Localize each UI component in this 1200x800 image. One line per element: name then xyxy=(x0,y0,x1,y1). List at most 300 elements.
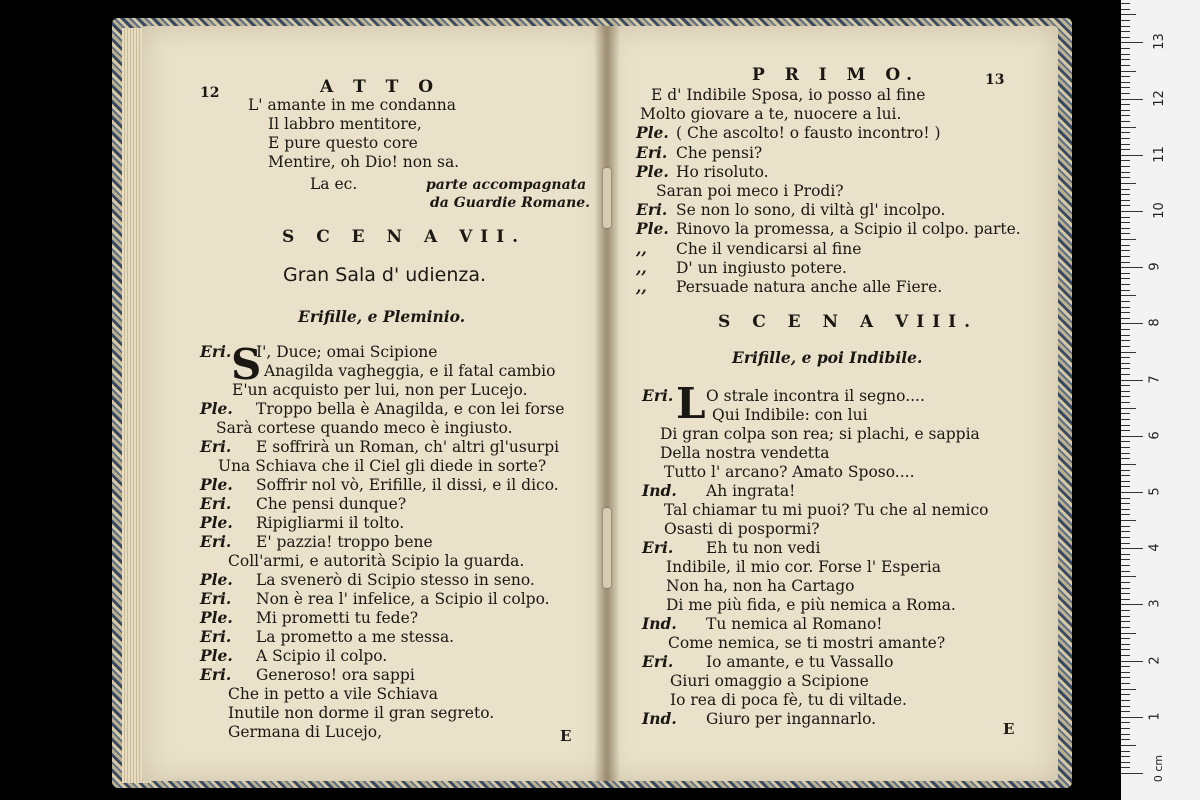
ruler-tick xyxy=(1121,160,1130,161)
ruler-tick xyxy=(1121,492,1143,493)
ruler-tick xyxy=(1121,20,1130,21)
ruler-tick xyxy=(1121,340,1130,341)
ruler-tick xyxy=(1121,739,1130,740)
dialogue-text: Ho risoluto. xyxy=(676,162,769,181)
ruler-tick xyxy=(1121,408,1136,409)
dialogue-text: Io rea di poca fè, tu di viltade. xyxy=(670,691,907,709)
scene-characters: Erifille, e Pleminio. xyxy=(298,307,466,326)
dialogue-text: Che pensi dunque? xyxy=(256,495,407,513)
ruler-tick xyxy=(1121,419,1130,420)
running-header: P R I M O. xyxy=(752,65,920,85)
speaker-label: Eri. xyxy=(642,652,674,671)
speaker-label: Ple. xyxy=(636,161,669,181)
binding-thread xyxy=(603,168,611,228)
dialogue-line xyxy=(664,463,915,482)
ruler-tick xyxy=(1121,115,1130,116)
dialogue-line xyxy=(636,144,762,163)
speaker-label: Ple. xyxy=(200,513,233,532)
ruler-tick xyxy=(1121,751,1130,752)
dialogue-line xyxy=(660,444,829,463)
dialogue-text: Inutile non dorme il gran segreto. xyxy=(228,704,495,722)
ruler-tick xyxy=(1121,71,1136,72)
aria-line: L' amante in me condanna xyxy=(248,96,457,114)
dialogue-line xyxy=(642,539,820,558)
speaker-label: Ple. xyxy=(636,219,669,239)
dialogue-text: Indibile, il mio cor. Forse l' Esperia xyxy=(666,558,941,576)
ruler-tick xyxy=(1121,694,1130,695)
da-capo: La ec. xyxy=(310,175,358,193)
dialogue-text: Germana di Lucejo, xyxy=(228,723,383,741)
ruler-tick xyxy=(1121,110,1130,111)
ruler-tick xyxy=(1121,402,1130,403)
ruler-tick xyxy=(1121,104,1130,105)
ruler-tick xyxy=(1121,666,1130,667)
ruler-tick xyxy=(1121,756,1130,757)
ruler-tick xyxy=(1121,475,1130,476)
dialogue-line xyxy=(200,438,559,457)
dialogue-text: Rinovo la promessa, a Scipio il colpo. parte. xyxy=(676,220,1021,239)
ruler-tick xyxy=(1121,655,1130,656)
dialogue-text: D' un ingiusto potere. xyxy=(676,258,847,277)
dialogue-line xyxy=(218,457,546,476)
dialogue-line xyxy=(668,634,945,653)
ruler-tick xyxy=(1121,149,1130,150)
ruler-tick xyxy=(1121,233,1130,234)
ruler-tick xyxy=(1121,649,1130,650)
ruler-tick xyxy=(1121,312,1130,313)
dialogue-text: Generoso! ora sappi xyxy=(256,666,415,684)
ruler-tick xyxy=(1121,672,1130,673)
ruler-tick xyxy=(1121,87,1130,88)
dialogue-text: E soffrirà un Roman, ch' altri gl'usurpi xyxy=(256,438,560,456)
dialogue-line xyxy=(642,710,876,729)
ruler-tick xyxy=(1121,391,1130,392)
ruler-tick xyxy=(1121,689,1136,690)
ruler-number: 13 xyxy=(1151,33,1167,51)
dialogue-line xyxy=(636,201,945,220)
dialogue-line xyxy=(636,278,942,297)
ruler-tick xyxy=(1121,250,1130,251)
ruler-tick xyxy=(1121,284,1130,285)
ruler-tick xyxy=(1121,722,1130,723)
ruler-tick xyxy=(1121,267,1143,268)
speaker-label: Eri. xyxy=(200,589,232,608)
dialogue-text: Molto giovare a te, nuocere a lui. xyxy=(640,105,902,124)
ruler-tick xyxy=(1121,537,1130,538)
ruler-tick xyxy=(1121,127,1136,128)
speaker-label: Ind. xyxy=(642,481,677,500)
dialogue-line xyxy=(228,685,438,704)
dialogue-line xyxy=(670,691,907,710)
ruler-tick xyxy=(1121,262,1130,263)
ruler-tick xyxy=(1121,464,1136,465)
ruler-tick xyxy=(1121,503,1130,504)
ruler-tick xyxy=(1121,385,1130,386)
speaker-label: Ple. xyxy=(200,646,233,665)
ruler-tick xyxy=(1121,211,1143,212)
dialogue-line xyxy=(200,647,387,666)
dialogue-line xyxy=(642,387,925,406)
dialogue-text: Tal chiamar tu mi puoi? Tu che al nemico xyxy=(664,501,989,519)
ruler-tick xyxy=(1121,3,1130,4)
ruler-tick xyxy=(1121,307,1130,308)
ruler-tick xyxy=(1121,734,1130,735)
speaker-label: Ple. xyxy=(636,123,669,143)
ruler-tick xyxy=(1121,31,1130,32)
dialogue-text: Giuro per ingannarlo. xyxy=(706,710,877,728)
dialogue-text: Giuri omaggio a Scipione xyxy=(670,672,869,690)
dialogue-text: Mi prometti tu fede? xyxy=(256,609,419,627)
dialogue-text: Tutto l' arcano? Amato Sposo.... xyxy=(664,463,915,481)
ruler-tick xyxy=(1121,633,1136,634)
ruler-tick xyxy=(1121,514,1130,515)
ruler-tick xyxy=(1121,661,1143,662)
scene-setting: Gran Sala d' udienza. xyxy=(283,264,487,286)
ruler-tick xyxy=(1121,599,1130,600)
scene-characters: Erifille, e poi Indibile. xyxy=(732,348,923,367)
ruler-number: 3 xyxy=(1147,599,1163,609)
dialogue-text: Che il vendicarsi al fine xyxy=(676,239,862,258)
ruler-tick xyxy=(1121,200,1130,201)
dialogue-text: ( Che ascolto! o fausto incontro! ) xyxy=(676,124,941,143)
ruler-tick xyxy=(1121,48,1130,49)
ruler-tick xyxy=(1121,548,1143,549)
dialogue-line xyxy=(636,220,1021,239)
dialogue-text: Osasti di pospormi? xyxy=(664,520,820,538)
ruler-tick xyxy=(1121,295,1136,296)
dialogue-text: Come nemica, se ti mostri amante? xyxy=(668,634,946,652)
speaker-label: Eri. xyxy=(642,386,674,405)
ruler-tick xyxy=(1121,346,1130,347)
dialogue-text: Della nostra vendetta xyxy=(660,444,830,462)
ruler-tick xyxy=(1121,683,1130,684)
dialogue-text: Sarà cortese quando meco è ingiusto. xyxy=(216,419,513,437)
dialogue-line xyxy=(636,259,847,278)
ruler-tick xyxy=(1121,183,1136,184)
ruler-tick xyxy=(1121,65,1130,66)
dialogue-text: Una Schiava che il Ciel gli diede in sorte? xyxy=(218,457,547,475)
dialogue-line xyxy=(200,476,559,495)
signature-mark: E xyxy=(560,727,572,745)
speaker-label: Eri. xyxy=(642,538,674,557)
speaker-label: Ple. xyxy=(200,399,233,418)
drop-cap-initial: L xyxy=(676,379,706,428)
dialogue-line xyxy=(636,240,861,259)
ruler-tick xyxy=(1121,335,1130,336)
ruler-tick xyxy=(1121,301,1130,302)
dialogue-line xyxy=(664,501,989,520)
ruler-tick xyxy=(1121,447,1130,448)
ruler-tick xyxy=(1121,610,1130,611)
dialogue-text: E'un acquisto per lui, non per Lucejo. xyxy=(232,381,528,399)
dialogue-text: Non ha, non ha Cartago xyxy=(666,577,855,595)
ruler-tick xyxy=(1121,374,1130,375)
ruler-number: 7 xyxy=(1147,374,1163,384)
ruler-tick xyxy=(1121,352,1136,353)
speaker-label: Ple. xyxy=(200,570,233,589)
speaker-label: Eri. xyxy=(200,627,232,646)
dialogue-line xyxy=(640,105,901,124)
ruler-tick xyxy=(1121,543,1130,544)
ruler-tick xyxy=(1121,37,1130,38)
ruler-tick xyxy=(1121,99,1143,100)
dialogue-line xyxy=(200,609,418,628)
ruler-tick xyxy=(1121,498,1130,499)
dialogue-line xyxy=(660,425,980,444)
ruler-tick xyxy=(1121,172,1130,173)
ruler-unit-label: 0 cm xyxy=(1152,754,1166,783)
ruler-number: 4 xyxy=(1147,543,1163,552)
ruler-tick xyxy=(1121,762,1130,763)
dialogue-line xyxy=(264,362,555,381)
ruler-tick xyxy=(1121,273,1130,274)
ruler-tick xyxy=(1121,677,1130,678)
speaker-label: Eri. xyxy=(200,494,232,513)
ruler-tick xyxy=(1121,42,1143,43)
ruler-tick xyxy=(1121,59,1130,60)
dialogue-line xyxy=(200,514,404,533)
ruler-tick xyxy=(1121,526,1130,527)
dialogue-line xyxy=(200,666,415,685)
ruler-number: 8 xyxy=(1147,318,1163,328)
ruler-tick xyxy=(1121,290,1130,291)
speaker-label: ,, xyxy=(636,257,647,277)
ruler-tick xyxy=(1121,717,1143,718)
dialogue-text: Coll'armi, e autorità Scipio la guarda. xyxy=(228,552,525,570)
ruler-tick xyxy=(1121,458,1130,459)
dialogue-line xyxy=(200,495,406,514)
dialogue-text: Anagilda vagheggia, e il fatal cambio xyxy=(264,362,556,380)
dialogue-line xyxy=(228,552,524,571)
ruler-tick xyxy=(1121,588,1130,589)
ruler-tick xyxy=(1121,627,1130,628)
ruler-number: 2 xyxy=(1147,655,1163,665)
ruler-tick xyxy=(1121,217,1130,218)
speaker-label: Eri. xyxy=(200,532,232,551)
dialogue-line xyxy=(666,577,855,596)
dialogue-line xyxy=(636,163,769,182)
ruler-tick xyxy=(1121,132,1130,133)
dialogue-line xyxy=(200,343,437,362)
ruler-number: 9 xyxy=(1147,262,1163,271)
ruler-tick xyxy=(1121,413,1130,414)
ruler-number: 11 xyxy=(1151,146,1167,163)
dialogue-line xyxy=(200,628,454,647)
ruler-tick xyxy=(1121,93,1130,94)
signature-mark: E xyxy=(1003,720,1015,738)
ruler-tick xyxy=(1121,531,1130,532)
ruler-tick xyxy=(1121,509,1130,510)
ruler-tick xyxy=(1121,430,1130,431)
ruler-tick xyxy=(1121,363,1130,364)
ruler-tick xyxy=(1121,453,1130,454)
stage-direction: parte accompagnata xyxy=(426,177,587,193)
ruler-tick xyxy=(1121,593,1130,594)
ruler-tick xyxy=(1121,82,1130,83)
aria-line: E pure questo core xyxy=(268,134,418,152)
ruler-tick xyxy=(1121,425,1130,426)
drop-cap-initial: S xyxy=(231,340,262,389)
dialogue-line xyxy=(200,590,550,609)
ruler-tick xyxy=(1121,26,1130,27)
ruler-tick xyxy=(1121,571,1130,572)
page-number: 13 xyxy=(985,72,1005,88)
dialogue-line xyxy=(216,419,513,438)
ruler-tick xyxy=(1121,189,1130,190)
ruler-tick xyxy=(1121,604,1143,605)
dialogue-line xyxy=(228,704,494,723)
dialogue-text: Ah ingrata! xyxy=(706,482,796,500)
ruler-tick xyxy=(1121,767,1130,768)
ruler-tick xyxy=(1121,121,1130,122)
dialogue-line xyxy=(232,381,527,400)
ruler-tick xyxy=(1121,323,1143,324)
ruler-tick xyxy=(1121,357,1130,358)
dialogue-text: E' pazzia! troppo bene xyxy=(256,533,433,551)
speaker-label: Ind. xyxy=(642,614,677,633)
book-gutter xyxy=(594,26,620,781)
dialogue-line xyxy=(636,124,941,143)
ruler-tick xyxy=(1121,166,1130,167)
scene-title: S C E N A VIII. xyxy=(718,312,979,332)
ruler-tick xyxy=(1121,144,1130,145)
ruler-tick xyxy=(1121,565,1130,566)
ruler-tick xyxy=(1121,621,1130,622)
aria-line: Mentire, oh Dio! non sa. xyxy=(268,153,460,171)
ruler-tick xyxy=(1121,554,1130,555)
speaker-label: Eri. xyxy=(200,437,232,456)
ruler-tick xyxy=(1121,368,1130,369)
dialogue-text: Tu nemica al Romano! xyxy=(706,615,883,633)
dialogue-text: Soffrir nol vò, Erifille, il dissi, e il dico. xyxy=(256,476,559,494)
dialogue-line xyxy=(656,182,844,201)
speaker-label: ,, xyxy=(636,277,647,296)
ruler-tick xyxy=(1121,711,1130,712)
dialogue-line xyxy=(666,558,941,577)
binding-thread xyxy=(603,508,611,588)
running-header: A T T O xyxy=(320,77,441,97)
ruler-tick xyxy=(1121,700,1130,701)
speaker-label: Ple. xyxy=(200,475,233,494)
dialogue-text: O strale incontra il segno.... xyxy=(706,387,925,405)
speaker-label: Ind. xyxy=(642,709,677,728)
dialogue-text: La prometto a me stessa. xyxy=(256,628,455,646)
ruler-number: 5 xyxy=(1147,487,1163,496)
dialogue-line xyxy=(651,86,925,105)
dialogue-line xyxy=(712,406,868,425)
speaker-label: Ple. xyxy=(200,608,233,627)
ruler-tick xyxy=(1121,486,1130,487)
ruler-tick xyxy=(1121,481,1130,482)
ruler-tick xyxy=(1121,138,1130,139)
ruler-tick xyxy=(1121,329,1130,330)
dialogue-line xyxy=(664,520,820,539)
ruler-number: 1 xyxy=(1147,712,1163,721)
ruler-tick xyxy=(1121,256,1130,257)
speaker-label: Eri. xyxy=(636,200,668,220)
dialogue-text: Che pensi? xyxy=(676,143,763,162)
speaker-label: ,, xyxy=(636,238,647,258)
dialogue-text: Saran poi meco i Prodi? xyxy=(656,182,844,200)
ruler-tick xyxy=(1121,245,1130,246)
ruler-tick xyxy=(1121,773,1143,774)
dialogue-line xyxy=(228,723,382,742)
ruler-tick xyxy=(1121,54,1130,55)
ruler-tick xyxy=(1121,616,1130,617)
ruler-tick xyxy=(1121,278,1130,279)
ruler-tick xyxy=(1121,222,1130,223)
dialogue-text: Persuade natura anche alle Fiere. xyxy=(676,278,943,296)
ruler-tick xyxy=(1121,520,1136,521)
ruler-number: 12 xyxy=(1151,89,1167,107)
ruler-tick xyxy=(1121,559,1130,560)
dialogue-line xyxy=(670,672,869,691)
dialogue-line xyxy=(200,400,564,419)
ruler-number: 10 xyxy=(1151,202,1167,219)
ruler-tick xyxy=(1121,576,1136,577)
ruler-tick xyxy=(1121,9,1130,10)
ruler-tick xyxy=(1121,644,1130,645)
dialogue-text: Di me più fida, e più nemica a Roma. xyxy=(666,596,956,614)
dialogue-text: Qui Indibile: con lui xyxy=(712,406,868,424)
ruler-tick xyxy=(1121,396,1130,397)
scene-title: S C E N A VII. xyxy=(282,227,527,247)
speaker-label: Eri. xyxy=(200,665,232,684)
dialogue-text: Eh tu non vedi xyxy=(706,539,821,557)
dialogue-text: Di gran colpa son rea; si plachi, e sappia xyxy=(660,425,980,443)
ruler-tick xyxy=(1121,194,1130,195)
dialogue-text: Se non lo sono, di viltà gl' incolpo. xyxy=(676,201,946,220)
ruler-tick xyxy=(1121,582,1130,583)
dialogue-line xyxy=(200,571,535,590)
dialogue-text: E d' Indibile Sposa, io posso al fine xyxy=(651,86,926,104)
dialogue-line xyxy=(642,615,883,634)
ruler-tick xyxy=(1121,177,1130,178)
dialogue-text: Troppo bella è Anagilda, e con lei forse xyxy=(256,400,565,418)
dialogue-line xyxy=(642,482,795,501)
dialogue-line xyxy=(642,653,893,672)
ruler-tick xyxy=(1121,728,1130,729)
dialogue-text: A Scipio il colpo. xyxy=(256,647,388,665)
stage-direction: da Guardie Romane. xyxy=(430,195,591,211)
ruler-tick xyxy=(1121,470,1130,471)
speaker-label: Eri. xyxy=(200,342,232,361)
dialogue-line xyxy=(666,596,956,615)
aria-line: Il labbro mentitore, xyxy=(268,115,422,133)
ruler-tick xyxy=(1121,745,1136,746)
dialogue-text: Non è rea l' infelice, a Scipio il colpo. xyxy=(256,590,550,608)
measurement-ruler xyxy=(1121,0,1200,800)
ruler-number: 6 xyxy=(1147,431,1163,440)
dialogue-text: Io amante, e tu Vassallo xyxy=(706,653,894,671)
dialogue-text: Che in petto a vile Schiava xyxy=(228,685,439,703)
ruler-tick xyxy=(1121,638,1130,639)
dialogue-text: I', Duce; omai Scipione xyxy=(256,343,438,361)
ruler-tick xyxy=(1121,441,1130,442)
dialogue-text: Ripigliarmi il tolto. xyxy=(256,514,405,532)
ruler-tick xyxy=(1121,318,1130,319)
speaker-label: Eri. xyxy=(636,142,668,162)
ruler-tick xyxy=(1121,380,1143,381)
ruler-tick xyxy=(1121,239,1136,240)
ruler-tick xyxy=(1121,228,1130,229)
dialogue-line xyxy=(200,533,433,552)
ruler-tick xyxy=(1121,205,1130,206)
ruler-tick xyxy=(1121,436,1143,437)
page-number: 12 xyxy=(200,85,220,101)
ruler-tick xyxy=(1121,14,1136,15)
ruler-tick xyxy=(1121,706,1130,707)
